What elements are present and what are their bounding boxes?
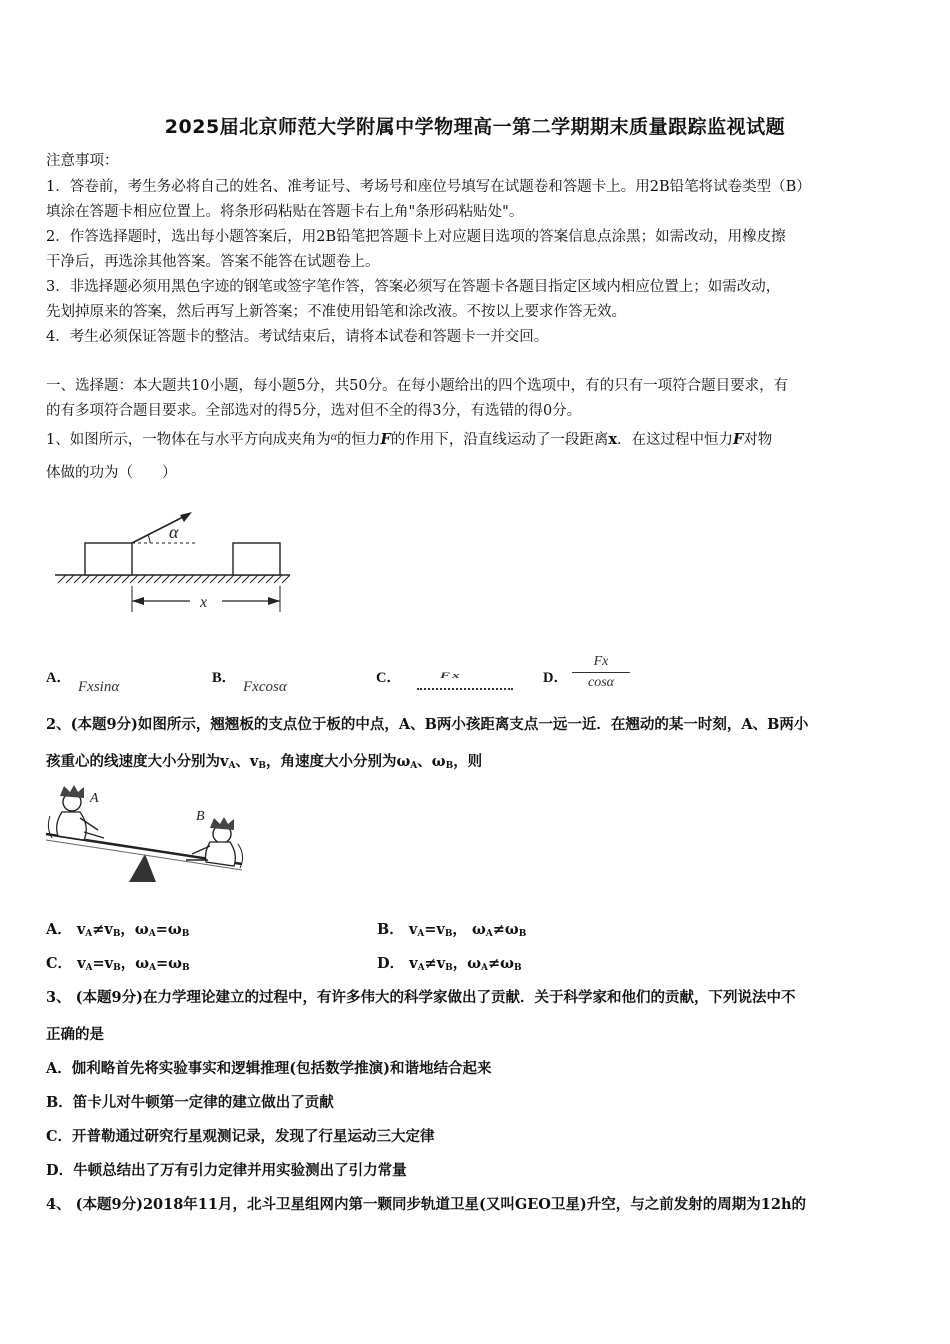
q2-seesaw-figure [44,782,249,892]
q1-stem-line2: 体做的功为（ ） [46,465,177,481]
q2-text: ，角速度大小分别为ω [265,753,411,770]
q3-stem-line2: 正确的是 [46,1026,104,1043]
notice-line: 干净后，再选涂其他答案。答案不能答在试题卷上。 [46,254,380,270]
subscript: B [445,761,454,771]
q1-option-d-fraction [572,654,630,691]
option-label: A． [46,921,72,938]
notice-line: 1．答卷前，考生务必将自己的姓名、准考证号、考场号和座位号填写在试题卷和答题卡上。用2B铅笔将试卷类型（B） [46,179,811,195]
notice-line: 先划掉原来的答案，然后再写上新答案；不准使用铅笔和涂改液。不按以上要求作答无效。 [46,304,626,320]
option-label: C． [46,955,73,972]
child-a-label: A [90,791,99,806]
notice-heading: 注意事项： [46,153,119,169]
fraction-numerator: Fx [593,654,609,669]
q1-option-c [376,669,401,687]
angle-arc [148,535,150,543]
q1-option-d [543,669,568,687]
distance-label: x [200,594,208,611]
q4-stem-line1: 4、 (本题9分)2018年11月，北斗卫星组网内第一颗同步轨道卫星(又叫GEO卫星)升空，与之前发射的周期为12h的 [46,1196,806,1213]
option-label: A． [46,670,71,686]
subscript: B [258,761,266,771]
child-b-label: B [196,809,205,824]
q2-stem-line1: 2、(本题9分)如图所示，翘翘板的支点位于板的中点，A、B两小孩距离支点一远一近．在翘动的某一时刻，A、B两小 [46,716,809,733]
subscript: A [228,761,236,771]
option-label: C． [376,670,401,686]
force-symbol: F [733,431,744,448]
q2-text: 、v [235,753,259,770]
q2-option-b: B． $v_A=v_B$， $\omega_A\ne\omega_B$ [377,921,527,939]
option-label: B． [212,670,237,686]
distance-arrowhead-left [132,597,144,605]
ground-hatch [55,575,290,583]
q1-stem [46,427,908,449]
q2-text: 、ω [417,753,446,770]
alpha-label: α [169,522,179,542]
q1-text: 的恒力 [337,432,381,448]
notice-line: 4．考生必须保证答题卡的整洁。考试结束后，请将本试卷和答题卡一并交回。 [46,329,549,345]
page-title: 2025届北京师范大学附属中学物理高一第二学期期末质量跟踪监视试题 [164,116,786,138]
q1-text: 对物 [743,432,773,448]
q1-option-a-value: Fxsinα [78,679,120,695]
seesaw-pivot [129,854,156,882]
q3-option-b: B．笛卡儿对牛顿第一定律的建立做出了贡献 [46,1094,334,1111]
q2-text: ，则 [453,753,483,770]
q1-option-c-value: Fx [440,671,462,681]
q1-option-a [46,669,71,687]
q1-text: 1、如图所示，一物体在与水平方向成夹角为 [46,432,331,448]
section-heading: 的有多项符合题目要求。全部选对的得5分，选对但不全的得3分，有选错的得0分。 [46,403,582,419]
force-symbol: F [380,431,391,448]
q3-stem-line1: 3、 (本题9分)在力学理论建立的过程中，有许多伟大的科学家做出了贡献．关于科学家和他们的贡献，下列说法中不 [46,989,796,1006]
subscript: A [410,761,418,771]
distance-symbol: x [608,431,617,448]
distance-arrowhead-right [268,597,280,605]
fraction-denominator: cosα [587,675,614,690]
notice-line: 填涂在答题卡相应位置上。将条形码粘贴在答题卡右上角"条形码粘贴处"。 [46,204,524,220]
notice-line: 2．作答选择题时，选出每小题答案后，用2B铅笔把答题卡上对应题目选项的答案信息点涂黑；如需改动，用橡皮擦 [46,229,786,245]
q1-option-b [212,669,236,687]
q1-text: 的作用下，沿直线运动了一段距离 [390,432,609,448]
q1-option-c-fraction-bar [417,688,513,695]
q3-option-d: D．牛顿总结出了万有引力定律并用实验测出了引力常量 [46,1162,407,1179]
q1-text: ．在这过程中恒力 [617,432,733,448]
block-start [85,543,132,575]
q1-option-b-value: Fxcosα [243,679,287,695]
child-b [186,817,243,868]
option-label: D． [377,955,405,972]
q3-option-a: A．伽利略首先将实验事实和逻辑推理(包括数学推演)和谐地结合起来 [46,1060,492,1077]
q3-option-c: C．开普勒通过研究行星观测记录，发现了行星运动三大定律 [46,1128,435,1145]
notice-line: 3．非选择题必须用黑色字迹的钢笔或签字笔作答，答案必须写在答题卡各题目指定区域内相应位置上；如需改动， [46,279,781,295]
q2-option-a: A． $v_A\ne v_B$，$\omega_A=\omega_B$ [46,921,190,939]
q2-text: 孩重心的线速度大小分别为v [46,753,229,770]
section-heading: 一、选择题：本大题共10小题，每小题5分，共50分。在每小题给出的四个选项中，有的只有一项符合题目要求，有 [46,378,789,394]
alpha-symbol: α [330,429,338,443]
q1-figure [50,500,300,620]
option-label: B． [377,921,404,938]
option-label: D． [543,670,568,686]
q2-option-d: D． $v_A\ne v_B$，$\omega_A\ne\omega_B$ [377,955,522,973]
q2-option-c: C． $v_A=v_B$，$\omega_A=\omega_B$ [46,955,190,973]
q2-stem-line2 [46,753,908,775]
block-end [233,543,280,575]
fraction-bar [572,672,630,673]
force-arrowhead [180,512,192,522]
